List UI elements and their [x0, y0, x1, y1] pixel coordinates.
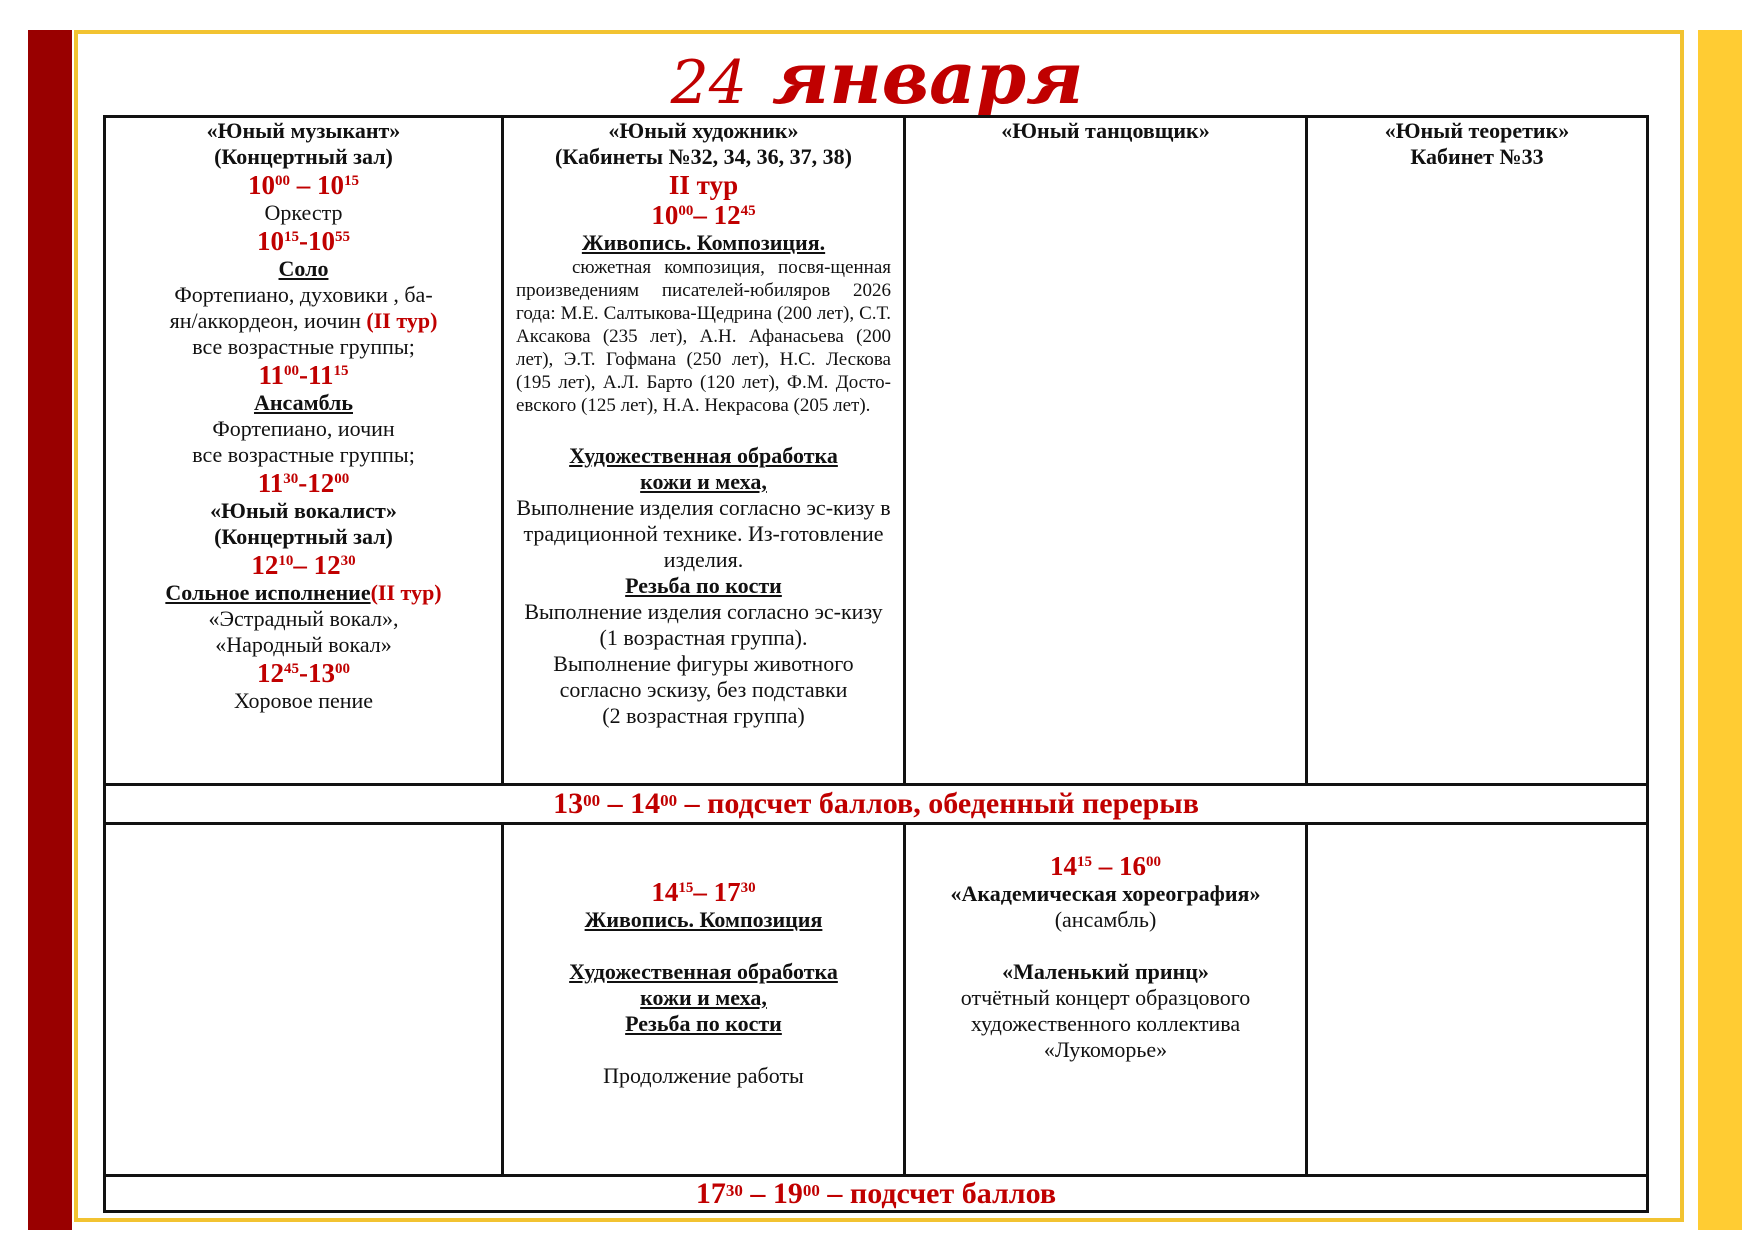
little-prince: «Маленький принц» — [1002, 959, 1209, 985]
bone2-heading: Резьба по кости — [625, 1011, 782, 1037]
title-day: 24 — [670, 48, 747, 118]
bone-description1: Выполнение изделия согласно эс-кизу (1 возрастная группа). — [524, 599, 883, 650]
solo-performance: Сольное исполнение(II тур) — [165, 580, 442, 605]
solo-heading: Соло — [278, 256, 329, 281]
dancer-cell — [905, 117, 1307, 785]
leather-description: Выполнение изделия согласно эс-кизу в традиционной технике. Из-готовление изделия. — [516, 495, 891, 572]
time-orchestra: $10^{00} - 10^{15}$ — [248, 170, 359, 200]
ensemble-heading: Ансамбль — [253, 390, 353, 415]
leather-heading-line1: Художественная обработка — [569, 443, 838, 468]
musician-title: «Юный музыкант» — [206, 118, 401, 143]
artist-round: II тур — [668, 170, 739, 200]
painting-heading: Живопись. Композиция. — [581, 230, 826, 255]
time-vocal-block: $11^{30}-12^{00}$ — [257, 468, 350, 498]
artist-afternoon-cell — [503, 824, 905, 1176]
time-choir: $12^{45}-13^{00}$ — [257, 658, 350, 688]
time-solo: $10^{15}-10^{55}$ — [257, 226, 350, 256]
vocal-title: «Юный вокалист» — [210, 498, 397, 523]
musician-cell — [105, 117, 503, 785]
theorist-place: Кабинет №33 — [1410, 144, 1544, 169]
bone-description3: (2 возрастная группа) — [602, 703, 805, 728]
ensemble-line1: Фортепиано, иочин — [212, 416, 395, 441]
concert-line1: отчётный концерт образцового — [960, 985, 1251, 1011]
time-dancer: $14^{15} - 16^{00}$ — [1050, 851, 1161, 882]
ensemble-groups: все возрастные группы; — [192, 442, 415, 467]
theorist-afternoon-cell — [1307, 824, 1648, 1176]
final-row — [105, 1176, 1648, 1212]
solo-groups: все возрастные группы; — [192, 334, 415, 359]
leather2-heading-line2: кожи и меха, — [640, 985, 767, 1011]
title-month: января — [772, 35, 1084, 120]
left-decorative-band — [28, 30, 72, 1230]
theorist-cell — [1307, 117, 1648, 785]
time-ensemble: $11^{00}-11^{15}$ — [258, 360, 349, 390]
right-decorative-band — [1698, 30, 1742, 1230]
solo-line1: Фортепиано, духовики , ба- — [174, 282, 433, 307]
artist-title: «Юный художник» — [608, 118, 799, 143]
dancer-afternoon-cell — [905, 824, 1307, 1176]
afternoon-row — [105, 824, 1648, 1176]
page-title — [0, 35, 1754, 120]
concert-line3: «Лукоморье» — [1043, 1037, 1168, 1063]
painting2-heading: Живопись. Композиция — [584, 907, 823, 933]
time-artist-afternoon: $14^{15}-$ $17^{30}$ — [651, 877, 756, 908]
lunch-row — [105, 785, 1648, 824]
bone-description2: Выполнение фигуры животного согласно эскизу, без подставки — [553, 651, 854, 702]
final-bar: $17^{30} - 19^{00}$ – подсчет баллов — [105, 1176, 1648, 1212]
musician-place: (Концертный зал) — [214, 144, 393, 169]
folk-vocal: «Народный вокал» — [215, 632, 392, 657]
solo-line2: ян/аккордеон, иочин (II тур) — [169, 308, 438, 333]
choir-label: Хоровое пение — [233, 688, 374, 713]
estrada-vocal: «Эстрадный вокал», — [208, 606, 399, 631]
academic-choreography: «Академическая хореография» — [950, 881, 1261, 907]
schedule-table — [103, 115, 1649, 1213]
painting-description: сюжетная композиция, посвя-щенная произведениям писателей-юбиляров 2026 года: М.Е. Салтыкова-Щедрина (200 лет), С.Т. Аксакова (235 лет), А.Н. Афанасьева (200 лет), Э.Т. Гофмана (250 лет), Н.С. Лескова (195 лет), А.Л. Барто (120 лет), Ф.М. Досто-евского (125 лет), Н.А. Некрасова (205 лет). — [516, 257, 891, 416]
continue-work: Продолжение работы — [603, 1063, 804, 1089]
dancer-title: «Юный танцовщик» — [1001, 118, 1210, 143]
musician-afternoon-cell — [105, 824, 503, 1176]
vocal-place: (Концертный зал) — [214, 524, 393, 549]
bone-heading: Резьба по кости — [625, 573, 782, 598]
ensemble-label: (ансамбль) — [1054, 907, 1157, 933]
theorist-title: «Юный теоретик» — [1384, 118, 1570, 143]
lunch-bar: $13^{00} - 14^{00}$ – подсчет баллов, обеденный перерыв — [105, 785, 1648, 824]
artist-place: (Кабинеты №32, 34, 36, 37, 38) — [554, 144, 853, 169]
time-artist-morning: $10^{00}-$ $12^{45}$ — [651, 200, 756, 230]
orchestra-label: Оркестр — [264, 200, 343, 225]
leather-heading-line2: кожи и меха, — [640, 469, 767, 494]
concert-line2: художественного коллектива — [970, 1011, 1241, 1037]
leather2-heading-line1: Художественная обработка — [569, 959, 838, 985]
artist-cell — [503, 117, 905, 785]
morning-row — [105, 117, 1648, 785]
time-solo-vocal: $12^{10}-$ $12^{30}$ — [251, 550, 356, 580]
